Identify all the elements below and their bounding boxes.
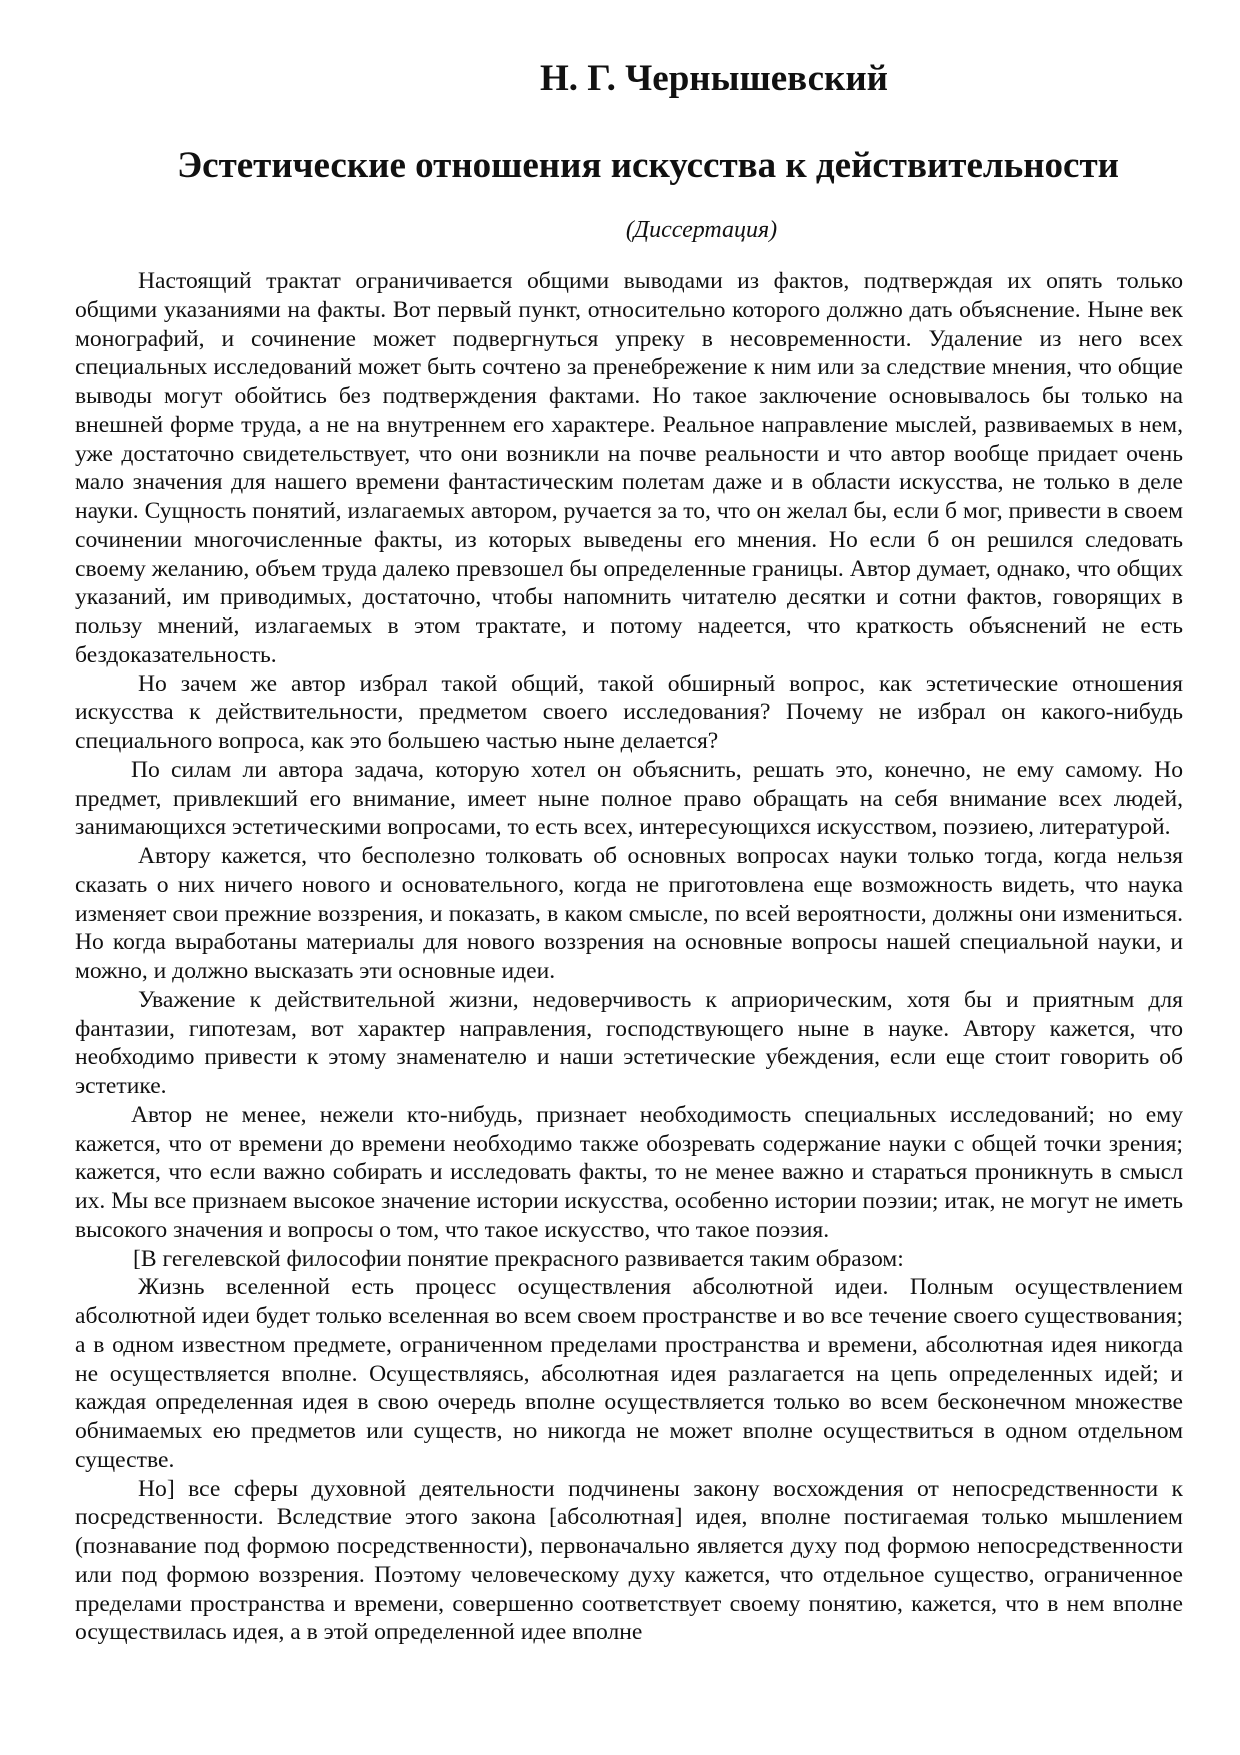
paragraph: Уважение к действительной жизни, недоверчивость к априорическим, хотя бы и приятным для фантазии, гипотезам, вот характер направления, господствующего ныне в науке. Автору кажется, что необходимо привести к этому знаменателю и наши эстетические убеждения, если еще стоит говорить об эстетике. — [75, 986, 1183, 1099]
author-name: Н. Г. Чернышевский — [540, 58, 888, 99]
paragraph: [В гегелевской философии понятие прекрасного развивается таким образом: — [133, 1245, 904, 1272]
body-text — [75, 267, 1183, 1647]
paragraph: Жизнь вселенной есть процесс осуществления абсолютной идеи. Полным осуществлением абсолютной идеи будет только вселенная во всем своем пространстве и во все течение своего существования; а в одном известном предмете, ограниченном пределами пространства и времени, абсолютная идея никогда не осуществляется вполне. Осуществляясь, абсолютная идея разлагается на цепь определенных идей; и каждая определенная идея в свою очередь вполне осуществляется только во всем бесконечном множестве обнимаемых ею предметов или существ, но никогда не может вполне осуществиться в одном отдельном существе. — [75, 1274, 1183, 1473]
paragraph: По силам ли автора задача, которую хотел он объяснить, решать это, конечно, не ему самому. Но предмет, привлекший его внимание, имеет ныне полное право обращать на себя внимание всех людей, занимающихся эстетическими вопросами, то есть всех, интересующихся искусством, поэзиею, литературой. — [75, 756, 1183, 841]
document-page — [75, 55, 1183, 1647]
paragraph: Но зачем же автор избрал такой общий, такой обширный вопрос, как эстетические отношения искусства к действительности, предметом своего исследования? Почему не избрал он какого-нибудь специального вопроса, как это большею частью ныне делается? — [75, 670, 1183, 754]
paragraph: Автору кажется, что бесполезно толковать об основных вопросах науки только тогда, когда нельзя сказать о них ничего нового и основательного, когда не приготовлена еще возможность видеть, что наука изменяет свои прежние воззрения, и показать, в каком смысле, по всей вероятности, должны они измениться. Но когда выработаны материалы для нового воззрения на основные вопросы нашей специальной науки, и можно, и должно высказать эти основные идеи. — [75, 843, 1183, 984]
paragraph: Настоящий трактат ограничивается общими выводами из фактов, подтверждая их опять только общими указаниями на факты. Вот первый пункт, относительно которого должно дать объяснение. Ныне век монографий, и сочинение может подвергнуться упреку в несовременности. Удаление из него всех специальных исследований может быть сочтено за пренебрежение к ним или за следствие мнения, что общие выводы могут обойтись без подтверждения фактами. Но такое заключение основывалось бы только на внешней форме труда, а не на внутреннем его характере. Реальное направление мыслей, развиваемых в нем, уже достаточно свидетельствует, что они возникли на почве реальности и что автор вообще придает очень мало значения для нашего времени фантастическим полетам даже и в области искусства, не только в деле науки. Сущность понятий, излагаемых автором, ручается за то, что он желал бы, если б мог, привести в своем сочинении многочисленные факты, из которых выведены его мнения. Но если б он решился следовать своему желанию, объем труда далеко превзошел бы определенные границы. Автор думает, однако, что общих указаний, им приводимых, достаточно, чтобы напомнить читателю десятки и сотни фактов, говорящих в пользу мнений, излагаемых в этом трактате, и потому надеется, что краткость объяснений не есть бездоказательность. — [75, 268, 1183, 668]
paragraph: Автор не менее, нежели кто-нибудь, признает необходимость специальных исследований; но ему кажется, что от времени до времени необходимо также обозревать содержание науки с общей точки зрения; кажется, что если важно собирать и исследовать факты, то не менее важно и стараться проникнуть в смысл их. Мы все признаем высокое значение истории искусства, особенно истории поэзии; итак, не могут не иметь высокого значения и вопросы о том, что такое искусство, что такое поэзия. — [75, 1101, 1183, 1243]
paragraph: Но] все сферы духовной деятельности подчинены закону восхождения от непосредственности к посредственности. Вследствие этого закона [абсолютная] идея, вполне постигаемая только мышлением (познавание под формою посредственности), первоначально является духу под формою непосредственности или под формою воззрения. Поэтому человеческому духу кажется, что отдельное существо, ограниченное пределами пространства и времени, совершенно соответствует своему понятию, кажется, что в нем вполне осуществилась идея, а в этой определенной идее вполне — [75, 1475, 1183, 1646]
document-title: Эстетические отношения искусства к действительности — [177, 145, 1119, 186]
document-subtitle: (Диссертация) — [625, 217, 778, 243]
